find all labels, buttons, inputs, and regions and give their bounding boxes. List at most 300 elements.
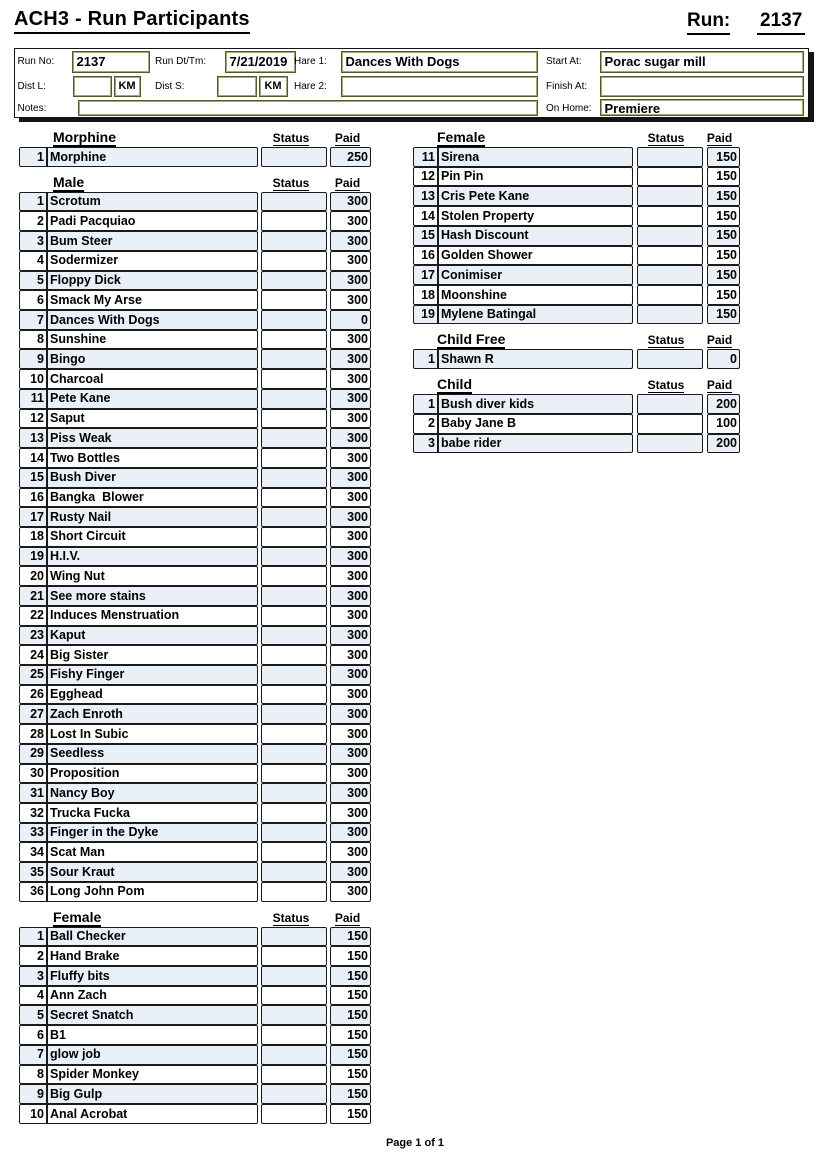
participant-row	[19, 147, 371, 167]
participant-row	[413, 349, 740, 369]
status-column-header-label: Status	[272, 131, 310, 145]
row-number-cell: 27	[19, 704, 47, 724]
section-header	[19, 908, 371, 927]
row-number-cell: 16	[19, 488, 47, 508]
dist-l-field	[73, 76, 112, 98]
participant-row	[19, 1084, 371, 1104]
participant-name-cell: Piss Weak	[47, 428, 258, 448]
paid-cell: 300	[330, 271, 371, 291]
participant-name-cell: Sour Kraut	[47, 862, 258, 882]
section-title: Female	[53, 908, 102, 925]
status-cell	[261, 586, 327, 606]
paid-cell: 300	[330, 704, 371, 724]
participant-row	[19, 665, 371, 685]
participant-name-cell: Short Circuit	[47, 527, 258, 547]
participant-name-cell: Conimiser	[438, 265, 633, 285]
status-cell	[261, 448, 327, 468]
paid-column-header-label: Paid	[706, 378, 733, 393]
row-number-cell: 13	[19, 428, 47, 448]
section-title: Morphine	[53, 129, 116, 145]
paid-cell: 150	[330, 1045, 371, 1065]
participant-row	[19, 211, 371, 231]
participant-name-cell: Baby Jane B	[438, 414, 633, 434]
status-cell	[261, 428, 327, 448]
paid-column-header	[327, 129, 368, 147]
status-cell	[261, 783, 327, 803]
row-number-cell: 1	[19, 147, 47, 167]
participant-name-cell: Pete Kane	[47, 389, 258, 409]
participant-name-cell: Padi Pacquiao	[47, 211, 258, 231]
participant-name-cell: Moonshine	[438, 285, 633, 305]
participant-name-cell: Finger in the Dyke	[47, 823, 258, 843]
row-number-cell: 30	[19, 764, 47, 784]
row-number-cell: 6	[19, 1025, 47, 1045]
participant-name-cell: Wing Nut	[47, 566, 258, 586]
participant-row	[19, 626, 371, 646]
paid-cell: 300	[330, 448, 371, 468]
row-number-cell: 28	[19, 724, 47, 744]
participant-name-cell: Hand Brake	[47, 946, 258, 966]
status-cell	[261, 290, 327, 310]
notes-field	[78, 100, 538, 116]
status-cell	[637, 226, 703, 246]
status-cell	[261, 685, 327, 705]
dist-s-label: Dist S:	[155, 80, 185, 92]
participant-row	[413, 206, 740, 226]
participant-name-cell: Sirena	[438, 147, 633, 167]
run-header-form	[14, 48, 809, 118]
paid-column-header	[703, 129, 736, 147]
participant-name-cell: Golden Shower	[438, 246, 633, 266]
status-cell	[261, 665, 327, 685]
status-column-header	[258, 174, 324, 192]
participant-name-cell: Two Bottles	[47, 448, 258, 468]
status-column-header-label: Status	[647, 131, 685, 145]
status-cell	[637, 434, 703, 454]
on-home-field: Premiere	[600, 99, 804, 116]
status-cell	[261, 966, 327, 986]
row-number-cell: 26	[19, 685, 47, 705]
paid-cell: 300	[330, 566, 371, 586]
section-header	[19, 173, 371, 192]
paid-cell: 300	[330, 803, 371, 823]
row-number-cell: 4	[19, 251, 47, 271]
status-cell	[261, 946, 327, 966]
participant-name-cell: Zach Enroth	[47, 704, 258, 724]
participant-name-cell: Shawn R	[438, 349, 633, 369]
status-cell	[261, 626, 327, 646]
paid-cell: 300	[330, 369, 371, 389]
finish-at-field	[600, 76, 804, 98]
section-title-area	[413, 129, 633, 147]
participant-name-cell: Smack My Arse	[47, 290, 258, 310]
row-number-cell: 17	[19, 507, 47, 527]
participant-row	[413, 414, 740, 434]
paid-cell: 150	[330, 946, 371, 966]
row-number-cell: 24	[19, 645, 47, 665]
participant-name-cell: Seedless	[47, 744, 258, 764]
participant-name-cell: Bush diver kids	[438, 394, 633, 414]
run-no-field: 2137	[72, 51, 150, 73]
paid-cell: 300	[330, 645, 371, 665]
paid-cell: 0	[707, 349, 740, 369]
participant-name-cell: Fluffy bits	[47, 966, 258, 986]
participant-row	[19, 927, 371, 947]
row-number-cell: 23	[19, 626, 47, 646]
row-number-cell: 2	[19, 946, 47, 966]
status-cell	[637, 265, 703, 285]
participant-row	[19, 803, 371, 823]
participants-left-column	[19, 128, 371, 1124]
participant-name-cell: Lost In Subic	[47, 724, 258, 744]
status-cell	[261, 547, 327, 567]
participant-name-cell: Sunshine	[47, 330, 258, 350]
status-cell	[261, 147, 327, 167]
status-cell	[261, 1005, 327, 1025]
participant-name-cell: Bangka Blower	[47, 488, 258, 508]
paid-cell: 150	[707, 206, 740, 226]
participant-row	[19, 946, 371, 966]
paid-column-header-label: Paid	[334, 910, 361, 925]
paid-cell: 300	[330, 744, 371, 764]
section-child-free	[413, 330, 740, 369]
participant-name-cell: glow job	[47, 1045, 258, 1065]
paid-cell: 200	[707, 434, 740, 454]
row-number-cell: 31	[19, 783, 47, 803]
participant-name-cell: Bush Diver	[47, 468, 258, 488]
status-cell	[261, 231, 327, 251]
row-number-cell: 18	[19, 527, 47, 547]
paid-cell: 150	[330, 1025, 371, 1045]
row-number-cell: 25	[19, 665, 47, 685]
status-cell	[637, 349, 703, 369]
participant-row	[413, 305, 740, 325]
row-number-cell: 32	[19, 803, 47, 823]
section-title-area	[19, 909, 258, 927]
paid-cell: 300	[330, 724, 371, 744]
start-at-label: Start At:	[546, 56, 582, 67]
status-cell	[637, 246, 703, 266]
participant-row	[19, 409, 371, 429]
participant-row	[413, 265, 740, 285]
participant-row	[413, 394, 740, 414]
paid-cell: 150	[330, 1065, 371, 1085]
participant-name-cell: Dances With Dogs	[47, 310, 258, 330]
participant-name-cell: Stolen Property	[438, 206, 633, 226]
participant-name-cell: Charcoal	[47, 369, 258, 389]
section-female	[413, 128, 740, 324]
status-column-header	[633, 376, 699, 394]
row-number-cell: 16	[413, 246, 438, 266]
participant-name-cell: Proposition	[47, 764, 258, 784]
dist-s-field	[217, 76, 257, 98]
paid-cell: 300	[330, 231, 371, 251]
status-column-header-label: Status	[647, 333, 685, 348]
row-number-cell: 7	[19, 310, 47, 330]
participant-row	[19, 566, 371, 586]
participant-name-cell: Sodermizer	[47, 251, 258, 271]
run-dt-label: Run Dt/Tm:	[155, 56, 207, 67]
participant-row	[19, 685, 371, 705]
status-cell	[261, 1084, 327, 1104]
section-female	[19, 908, 371, 1124]
row-number-cell: 5	[19, 1005, 47, 1025]
participant-name-cell: Saput	[47, 409, 258, 429]
status-cell	[637, 394, 703, 414]
status-cell	[261, 488, 327, 508]
status-cell	[261, 1065, 327, 1085]
row-number-cell: 5	[19, 271, 47, 291]
section-header	[413, 330, 740, 349]
participant-name-cell: Big Gulp	[47, 1084, 258, 1104]
status-cell	[261, 862, 327, 882]
participant-row	[413, 226, 740, 246]
status-cell	[261, 251, 327, 271]
section-header	[413, 128, 740, 147]
participant-row	[19, 251, 371, 271]
paid-cell: 150	[707, 285, 740, 305]
paid-cell: 150	[707, 186, 740, 206]
paid-column-header-label: Paid	[706, 131, 733, 145]
row-number-cell: 3	[19, 231, 47, 251]
status-column-header	[258, 129, 324, 147]
status-cell	[637, 414, 703, 434]
status-cell	[637, 285, 703, 305]
dist-l-unit: KM	[114, 76, 141, 98]
paid-cell: 300	[330, 823, 371, 843]
paid-cell: 300	[330, 665, 371, 685]
participant-row	[19, 389, 371, 409]
status-cell	[261, 310, 327, 330]
start-at-field: Porac sugar mill	[600, 51, 804, 73]
participant-row	[19, 290, 371, 310]
participant-name-cell: Long John Pom	[47, 882, 258, 902]
row-number-cell: 20	[19, 566, 47, 586]
paid-cell: 300	[330, 330, 371, 350]
hare2-field	[341, 76, 538, 98]
row-number-cell: 9	[19, 349, 47, 369]
status-column-header	[258, 909, 324, 927]
status-cell	[261, 566, 327, 586]
section-title-area	[19, 129, 258, 147]
row-number-cell: 10	[19, 1104, 47, 1124]
paid-cell: 300	[330, 862, 371, 882]
status-cell	[637, 206, 703, 226]
section-title: Female	[437, 129, 486, 145]
paid-cell: 300	[330, 211, 371, 231]
paid-cell: 150	[330, 1084, 371, 1104]
participant-row	[19, 271, 371, 291]
participant-row	[19, 704, 371, 724]
participant-name-cell: babe rider	[438, 434, 633, 454]
participant-row	[413, 246, 740, 266]
status-cell	[261, 468, 327, 488]
status-cell	[261, 882, 327, 902]
participant-name-cell: Egghead	[47, 685, 258, 705]
paid-column-header-label: Paid	[334, 175, 361, 190]
run-no-label: Run No:	[17, 56, 55, 67]
row-number-cell: 15	[19, 468, 47, 488]
participant-row	[19, 428, 371, 448]
participant-row	[19, 966, 371, 986]
participant-row	[413, 167, 740, 187]
row-number-cell: 35	[19, 862, 47, 882]
participant-row	[19, 1065, 371, 1085]
paid-cell: 150	[707, 226, 740, 246]
participants-right-column	[413, 128, 740, 453]
participant-name-cell: Trucka Fucka	[47, 803, 258, 823]
participant-row	[413, 285, 740, 305]
participant-name-cell: Scat Man	[47, 842, 258, 862]
status-column-header-label: Status	[647, 378, 685, 393]
hare1-label: Hare 1:	[294, 56, 327, 67]
participant-row	[19, 192, 371, 212]
status-column-header	[633, 129, 699, 147]
participant-row	[19, 1104, 371, 1124]
section-title-area	[19, 174, 258, 192]
paid-cell: 250	[330, 147, 371, 167]
participant-row	[19, 349, 371, 369]
participant-row	[19, 488, 371, 508]
paid-cell: 300	[330, 842, 371, 862]
status-cell	[261, 507, 327, 527]
row-number-cell: 1	[19, 927, 47, 947]
row-number-cell: 9	[19, 1084, 47, 1104]
paid-cell: 150	[330, 927, 371, 947]
row-number-cell: 7	[19, 1045, 47, 1065]
paid-cell: 150	[330, 966, 371, 986]
hare1-field: Dances With Dogs	[341, 51, 538, 73]
participant-name-cell: Big Sister	[47, 645, 258, 665]
paid-cell: 150	[707, 167, 740, 187]
row-number-cell: 2	[19, 211, 47, 231]
participant-name-cell: Spider Monkey	[47, 1065, 258, 1085]
row-number-cell: 11	[413, 147, 438, 167]
row-number-cell: 3	[413, 434, 438, 454]
paid-cell: 300	[330, 290, 371, 310]
participant-row	[19, 231, 371, 251]
hare2-label: Hare 2:	[294, 80, 327, 92]
status-cell	[261, 823, 327, 843]
paid-cell: 300	[330, 507, 371, 527]
paid-cell: 300	[330, 251, 371, 271]
participant-row	[413, 186, 740, 206]
dist-s-unit: KM	[259, 76, 288, 98]
participant-name-cell: Cris Pete Kane	[438, 186, 633, 206]
participant-name-cell: Scrotum	[47, 192, 258, 212]
section-morphine	[19, 128, 371, 167]
section-child	[413, 375, 740, 453]
paid-cell: 300	[330, 527, 371, 547]
status-cell	[261, 1104, 327, 1124]
participant-name-cell: Anal Acrobat	[47, 1104, 258, 1124]
row-number-cell: 36	[19, 882, 47, 902]
paid-cell: 300	[330, 626, 371, 646]
participant-row	[19, 1005, 371, 1025]
status-cell	[637, 167, 703, 187]
status-cell	[261, 409, 327, 429]
page-footer: Page 1 of 1	[385, 1137, 445, 1149]
section-title: Child Free	[437, 331, 506, 348]
paid-cell: 300	[330, 783, 371, 803]
page-title: ACH3 - Run Participants	[14, 8, 250, 34]
participant-row	[19, 882, 371, 902]
row-number-cell: 3	[19, 966, 47, 986]
participant-name-cell: Morphine	[47, 147, 258, 167]
paid-cell: 150	[707, 265, 740, 285]
row-number-cell: 21	[19, 586, 47, 606]
participant-row	[19, 645, 371, 665]
paid-cell: 150	[330, 986, 371, 1006]
participant-name-cell: Secret Snatch	[47, 1005, 258, 1025]
row-number-cell: 2	[413, 414, 438, 434]
paid-cell: 100	[707, 414, 740, 434]
paid-cell: 300	[330, 428, 371, 448]
section-title: Male	[53, 173, 85, 190]
participant-row	[19, 842, 371, 862]
participant-name-cell: Fishy Finger	[47, 665, 258, 685]
status-cell	[261, 986, 327, 1006]
status-cell	[261, 369, 327, 389]
participant-row	[19, 547, 371, 567]
participant-name-cell: Bingo	[47, 349, 258, 369]
paid-cell: 300	[330, 468, 371, 488]
participant-row	[19, 468, 371, 488]
paid-cell: 0	[330, 310, 371, 330]
paid-column-header	[327, 174, 368, 192]
paid-cell: 300	[330, 685, 371, 705]
row-number-cell: 29	[19, 744, 47, 764]
finish-at-label: Finish At:	[546, 80, 588, 92]
participant-row	[19, 330, 371, 350]
participant-row	[413, 434, 740, 454]
status-cell	[261, 744, 327, 764]
row-number-cell: 6	[19, 290, 47, 310]
status-column-header-label: Status	[272, 175, 310, 190]
status-column-header	[633, 331, 699, 349]
paid-cell: 150	[330, 1104, 371, 1124]
row-number-cell: 10	[19, 369, 47, 389]
paid-cell: 300	[330, 764, 371, 784]
status-cell	[261, 803, 327, 823]
participant-row	[19, 310, 371, 330]
status-cell	[637, 186, 703, 206]
participant-name-cell: Rusty Nail	[47, 507, 258, 527]
run-dt-field: 7/21/2019	[225, 51, 296, 73]
participant-name-cell: Hash Discount	[438, 226, 633, 246]
participant-row	[19, 448, 371, 468]
paid-cell: 150	[330, 1005, 371, 1025]
paid-cell: 150	[707, 305, 740, 325]
status-cell	[261, 1045, 327, 1065]
run-number: 2137	[757, 10, 805, 35]
row-number-cell: 19	[413, 305, 438, 325]
status-cell	[261, 704, 327, 724]
row-number-cell: 14	[413, 206, 438, 226]
participant-row	[19, 744, 371, 764]
participant-name-cell: Induces Menstruation	[47, 606, 258, 626]
row-number-cell: 33	[19, 823, 47, 843]
paid-cell: 300	[330, 192, 371, 212]
participant-row	[19, 783, 371, 803]
status-cell	[261, 389, 327, 409]
status-cell	[261, 842, 327, 862]
section-title-area	[413, 331, 633, 349]
participant-row	[19, 1025, 371, 1045]
paid-column-header	[703, 376, 736, 394]
row-number-cell: 15	[413, 226, 438, 246]
paid-cell: 300	[330, 547, 371, 567]
